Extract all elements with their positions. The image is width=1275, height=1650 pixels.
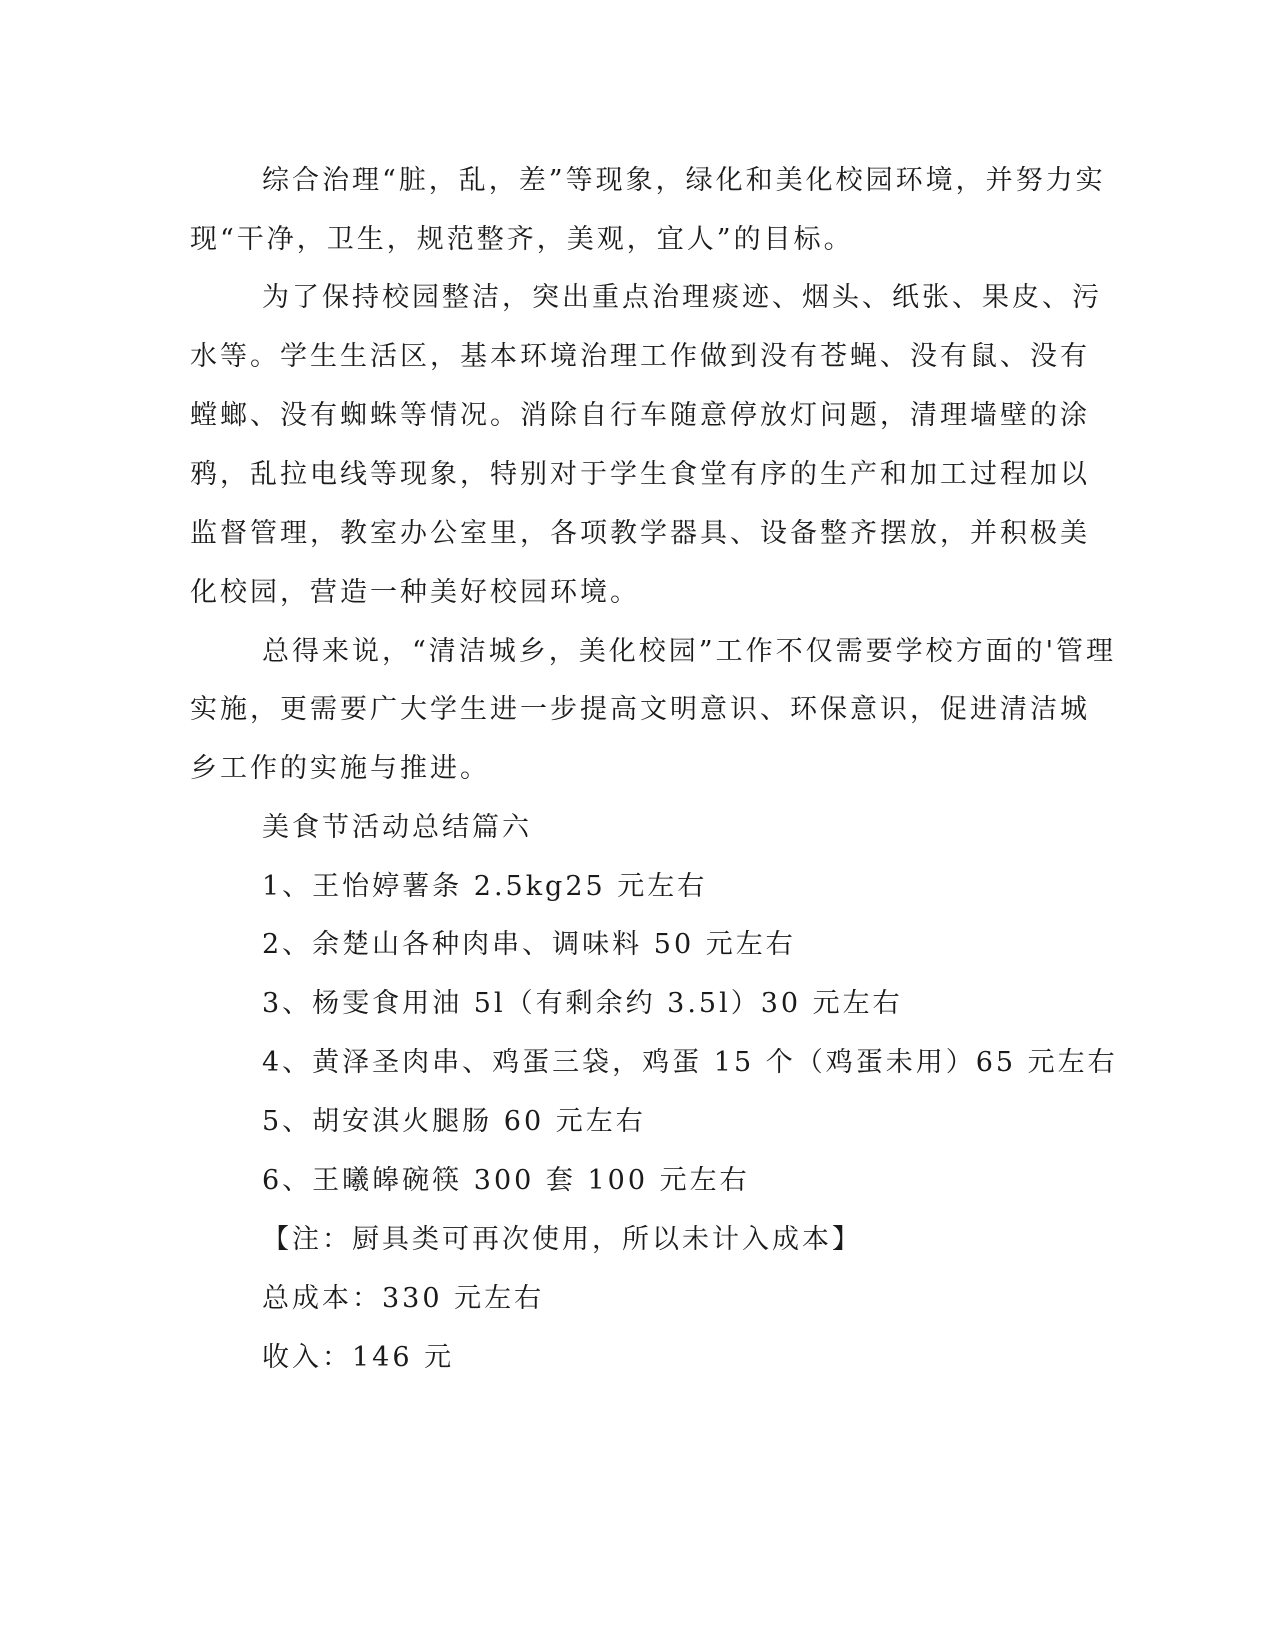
list-item: 5、胡安淇火腿肠 60 元左右 [262, 1106, 646, 1137]
list-item: 3、杨雯食用油 5l（有剩余约 3.5l）30 元左右 [262, 988, 903, 1019]
paragraph-2-line-2: 水等。学生生活区，基本环境治理工作做到没有苍蝇、没有鼠、没有 [190, 341, 1090, 372]
paragraph-2-line-1: 为了保持校园整洁，突出重点治理痰迹、烟头、纸张、果皮、污 [262, 282, 1102, 313]
paragraph-1-line-2: 现“干净，卫生，规范整齐，美观，宜人”的目标。 [190, 224, 854, 255]
section-title: 美食节活动总结篇六 [262, 812, 532, 843]
income: 收入：146 元 [262, 1342, 455, 1373]
paragraph-2-line-6: 化校园，营造一种美好校园环境。 [190, 577, 640, 608]
list-item: 4、黄泽圣肉串、鸡蛋三袋，鸡蛋 15 个（鸡蛋未用）65 元左右 [262, 1047, 1118, 1078]
total-cost: 总成本：330 元左右 [262, 1283, 545, 1314]
list-item: 1、王怡婷薯条 2.5kg25 元左右 [262, 871, 708, 902]
paragraph-2-line-5: 监督管理，教室办公室里，各项教学器具、设备整齐摆放，并积极美 [190, 518, 1090, 549]
paragraph-3-line-1: 总得来说，“清洁城乡，美化校园”工作不仅需要学校方面的'管理 [262, 636, 1117, 667]
cost-note: 【注：厨具类可再次使用，所以未计入成本】 [262, 1224, 862, 1255]
paragraph-2-line-3: 螳螂、没有蜘蛛等情况。消除自行车随意停放灯问题，清理墙壁的涂 [190, 400, 1090, 431]
paragraph-1-line-1: 综合治理“脏，乱，差”等现象，绿化和美化校园环境，并努力实 [262, 165, 1106, 196]
paragraph-3-line-3: 乡工作的实施与推进。 [190, 753, 490, 784]
list-item: 6、王曦皞碗筷 300 套 100 元左右 [262, 1165, 750, 1196]
list-item: 2、余楚山各种肉串、调味料 50 元左右 [262, 929, 796, 960]
paragraph-2-line-4: 鸦，乱拉电线等现象，特别对于学生食堂有序的生产和加工过程加以 [190, 459, 1090, 490]
paragraph-3-line-2: 实施，更需要广大学生进一步提高文明意识、环保意识，促进清洁城 [190, 694, 1090, 725]
